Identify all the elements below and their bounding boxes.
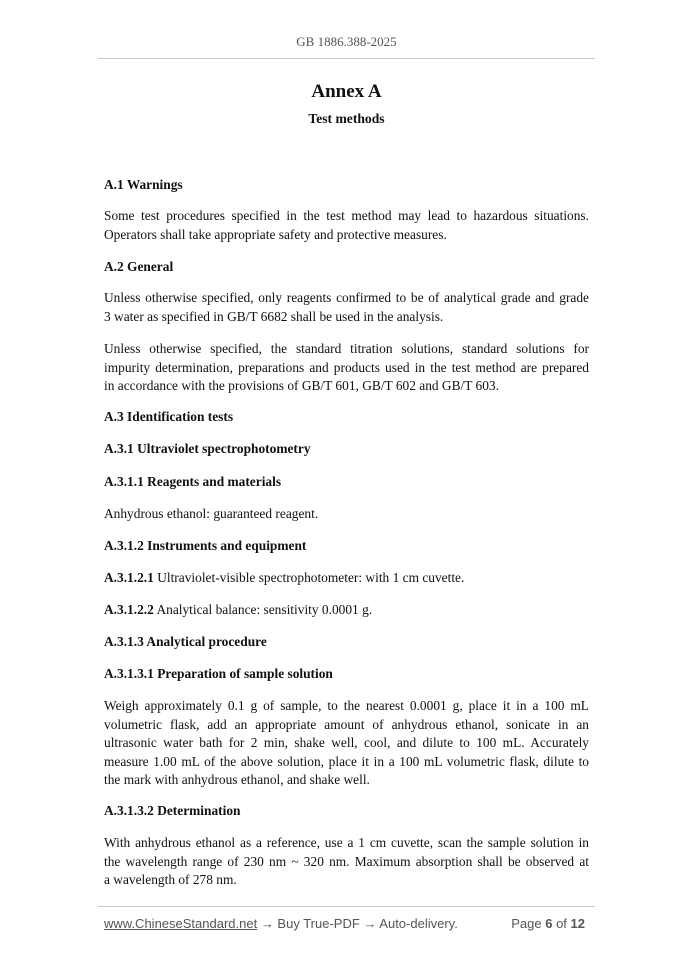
line: 3 water as specified in GB/T 6682 shall be used in the analysis. — [104, 308, 444, 324]
clause-text: Ultraviolet-visible spectrophotometer: with 1 cm cuvette. — [153, 570, 465, 585]
footer-rule — [98, 906, 595, 907]
paragraph-a3131 — [104, 697, 589, 790]
page-label: Page — [511, 916, 546, 931]
section-heading-a3: A.3 Identification tests — [104, 409, 234, 424]
promo-text: → Buy True-PDF → Auto-delivery. — [257, 916, 458, 931]
line: Unless otherwise specified, the standard titration solutions, standard solutions for — [104, 341, 589, 356]
page-total: 12 — [570, 916, 585, 931]
paragraph-a2-2 — [104, 340, 589, 396]
clause-text: Analytical balance: sensitivity 0.0001 g. — [153, 602, 373, 617]
website-link[interactable]: www.ChineseStandard.net — [104, 916, 258, 931]
line: measure 1.00 mL of the above solution, place it in a 100 mL volumetric flask, dilute to — [104, 753, 589, 769]
page-indicator — [511, 916, 585, 931]
header-rule — [98, 58, 595, 59]
document-id-header: GB 1886.388-2025 — [296, 34, 397, 49]
clause-a3121 — [104, 569, 589, 588]
paragraph-a1 — [104, 207, 589, 244]
section-heading-a3132: A.3.1.3.2 Determination — [104, 803, 241, 818]
page-number: 6 — [545, 916, 553, 931]
section-heading-a311: A.3.1.1 Reagents and materials — [104, 474, 282, 489]
section-heading-a313: A.3.1.3 Analytical procedure — [104, 634, 267, 649]
of-label: of — [552, 916, 571, 931]
footer-promo — [104, 916, 458, 931]
line: in accordance with the provisions of GB/T 601, GB/T 602 and GB/T 603. — [104, 378, 499, 393]
annex-title: Annex A — [311, 81, 382, 102]
clause-number: A.3.1.2.1 — [104, 570, 154, 585]
annex-subtitle: Test methods — [308, 111, 385, 126]
line: Some test procedures specified in the test method may lead to hazardous situations. — [104, 208, 589, 223]
line: the wavelength range of 230 nm ~ 320 nm. Maximum absorption shall be observed at — [104, 853, 589, 869]
line: With anhydrous ethanol as a reference, use a 1 cm cuvette, scan the sample solution in — [104, 835, 589, 850]
line: volumetric flask, add an appropriate amount of anhydrous ethanol, sonicate in an — [104, 716, 589, 732]
line: a wavelength of 278 nm. — [104, 872, 237, 887]
reagent-text: Anhydrous ethanol: guaranteed reagent. — [104, 506, 319, 521]
line: ultrasonic water bath for 2 min, shake well, cool, and dilute to 100 mL. Accurately — [104, 735, 589, 750]
section-heading-a312: A.3.1.2 Instruments and equipment — [104, 538, 307, 553]
line: Unless otherwise specified, only reagents confirmed to be of analytical grade and grade — [104, 290, 589, 305]
line: impurity determination, preparations and products used in the test method are prepared — [104, 359, 589, 375]
line: Operators shall take appropriate safety and protective measures. — [104, 226, 447, 242]
section-heading-a1: A.1 Warnings — [104, 177, 183, 192]
footer — [104, 916, 585, 931]
paragraph-a2-1 — [104, 289, 589, 326]
section-heading-a3131: A.3.1.3.1 Preparation of sample solution — [104, 666, 333, 681]
clause-a3122 — [104, 601, 589, 620]
line: Weigh approximately 0.1 g of sample, to the nearest 0.0001 g, place it in a 100 mL — [104, 698, 589, 713]
paragraph-a3132 — [104, 834, 589, 890]
line: the mark with anhydrous ethanol, and shake well. — [104, 772, 370, 787]
clause-number: A.3.1.2.2 — [104, 602, 154, 617]
section-heading-a2: A.2 General — [104, 259, 174, 274]
section-heading-a31: A.3.1 Ultraviolet spectrophotometry — [104, 441, 311, 456]
